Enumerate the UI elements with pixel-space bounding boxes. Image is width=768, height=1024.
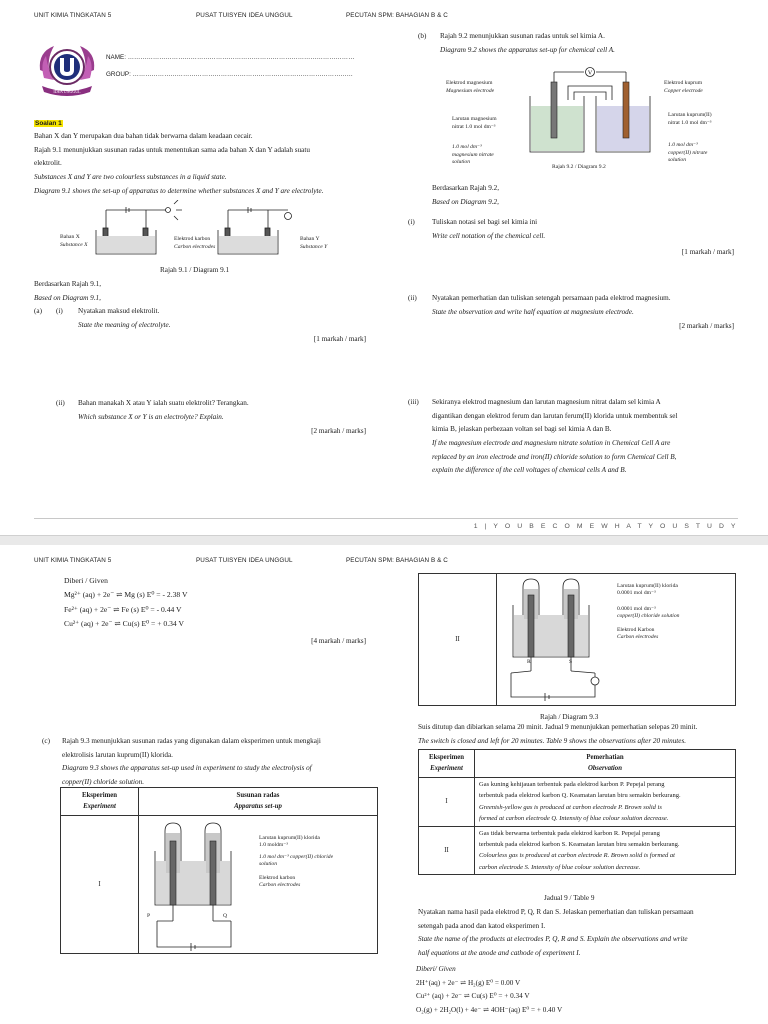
apparatus-row-label: I xyxy=(61,816,139,954)
apparatus-cell xyxy=(139,816,378,954)
carbon-electrode-label: Elektrod karbon Carbon electrodes xyxy=(174,236,216,250)
question-b-iii: Sekiranya elektrod magnesium dan larutan magnesium nitrat dalam sel kimia A digantikan dengan elektrod ferum dan larutan ferum(II) klorida untuk membentuk sel kimia B, jelaskan perbezaan voltan sel bagi sel kimia A dan B. If the magnesium electrode and magnesium nitrate solution in Chemical Cell A are replaced by an iron electrode and iron(II) chloride solution to form Chemical Cell B, explain the difference of the cell voltages of chemical cells A and B. xyxy=(432,398,678,475)
electrode-r-label: R xyxy=(527,658,531,665)
question-b: Rajah 9.2 menunjukkan susunan radas untuk sel kimia A. Diagram 9.2 shows the apparatus set-up for chemical cell A. xyxy=(440,32,615,54)
voltmeter-symbol: V xyxy=(587,70,593,77)
diagram-9-3-caption: Rajah / Diagram 9.3 xyxy=(540,713,599,721)
label-c: (c) xyxy=(42,737,50,745)
apparatus-table xyxy=(60,787,378,954)
given-half-equations: Diberi/ Given 2H⁺(aq) + 2e⁻ ⇌ H₂(g) E⁰ = 0.00 V Cu²⁺ (aq) + 2e⁻ ⇌ Cu(s) E⁰ = + 0.34 V O₂(g) + 2H₂O(l) + 4e⁻ ⇌ 4OH⁻(aq) E⁰ = + 0.40 V xyxy=(416,965,563,1015)
mg-electrode-label: Elektrod magnesium Magnesium electrode xyxy=(446,80,495,94)
apparatus-row-ii-cell xyxy=(497,574,736,706)
header-center: PUSAT TUISYEN IDEA UNGGUL xyxy=(196,12,293,19)
cu-solution-label: Larutan kuprum(II) nitrat 1.0 mol dm⁻³ xyxy=(668,112,712,126)
table-row xyxy=(419,778,736,827)
question-a-i: Nyatakan maksud elektrolit. State the meaning of electrolyte. xyxy=(78,307,171,329)
header-left: UNIT KIMIA TINGKATAN 5 xyxy=(34,557,112,564)
apparatus-labels: Larutan kuprum(II) klorida 1.0 moldm⁻³ 1.0 mol dm⁻³ copper(II) chloride solution Elektrod karbon Carbon electrodes xyxy=(259,834,334,889)
apparatus-table-header-setup: Susunan radas Apparatus set-up xyxy=(139,788,378,816)
diagram-9-2 xyxy=(420,60,740,178)
observation-row-label: II xyxy=(419,826,475,875)
name-field: NAME: ……………………………………………………………………………………………… xyxy=(106,54,355,61)
question-a: Berdasarkan Rajah 9.1, Based on Diagram 9.1, xyxy=(34,280,102,302)
table-row xyxy=(419,826,736,875)
header-right: PECUTAN SPM: BAHAGIAN B & C xyxy=(346,557,448,564)
diagram-9-1 xyxy=(56,200,376,266)
label-b-iii: (iii) xyxy=(408,398,419,406)
question-b-i: Tuliskan notasi sel bagi sel kimia ini Write cell notation of the chemical cell. xyxy=(432,218,546,240)
page-footer: 1 | Y O U B E C O M E W H A T Y O U S T U D Y xyxy=(473,523,738,530)
question-b-ii: Nyatakan pemerhatian dan tuliskan setengah persamaan pada elektrod magnesium. State the observation and write half equation at magnesium electrode. xyxy=(432,294,671,316)
observation-cell: Gas kuning kehijauan terbentuk pada elektrod karbon P. Pepejal perang terbentuk pada elektrod karbon Q. Keamatan larutan biru semakin berkurang. Greenish-yellow gas is produced at carbon electrode P. Brown solid is formed at carbon electrode Q. Intensity of blue colour solution decrease. xyxy=(475,778,736,827)
label-a: (a) xyxy=(34,307,42,315)
cu-solution-en-label: 1.0 mol dm⁻³ copper(II) nitrate solution xyxy=(668,142,708,164)
header-center: PUSAT TUISYEN IDEA UNGGUL xyxy=(196,557,293,564)
observation-cell: Gas tidak berwarna terbentuk pada elektrod karbon R. Pepejal perang terbentuk pada elektrod karbon S. Keamatan larutan biru semakin berkurang. Colourless gas is produced at carbon electrode R. Brown solid is formed at carbon electrode S. Intensity of blue colour solution decrease. xyxy=(475,826,736,875)
label-b: (b) xyxy=(418,32,427,40)
soalan-label: Soalan 1 xyxy=(35,120,62,127)
label-b-ii: (ii) xyxy=(408,294,417,302)
mark-equations: [4 markah / marks] xyxy=(311,637,366,645)
label-b-i: (i) xyxy=(408,218,415,226)
school-logo xyxy=(36,40,98,100)
electrode-q-label: Q xyxy=(223,912,228,919)
diagram-9-1-caption: Rajah 9.1 / Diagram 9.1 xyxy=(160,266,230,274)
mg-solution-en-label: 1.0 mol dm⁻³ magnesium nitrate solution xyxy=(452,144,494,166)
substance-x-label: Bahan X Substance X xyxy=(60,234,88,248)
footer-rule xyxy=(34,518,738,519)
page-separator xyxy=(0,535,768,545)
label-a-i: (i) xyxy=(56,307,63,315)
observation-table xyxy=(418,749,736,875)
observation-table-header-observation: Pemerhatian Observation xyxy=(475,750,736,778)
mark-a-ii: [2 markah / marks] xyxy=(311,427,366,435)
apparatus-row-ii-label: II xyxy=(419,574,497,706)
observation-table-header-experiment: Eksperimen Experiment xyxy=(419,750,475,778)
electrode-p-label: P xyxy=(147,912,151,919)
group-field: GROUP: …………………………………………………………………………………………… xyxy=(106,71,353,78)
cu-electrode-label: Elektrod kuprum Copper electrode xyxy=(664,80,703,94)
table-9-caption: Jadual 9 / Table 9 xyxy=(544,894,595,902)
mark-b-ii: [2 markah / marks] xyxy=(679,322,734,330)
final-question: Nyatakan nama hasil pada elektrod P, Q, R dan S. Jelaskan pemerhatian dan tuliskan persamaan setengah pada anod dan katod eksperimen I. State the name of the products at electrodes P, Q, R and S. Explain the observations and write half equations at the anode and cathode of experiment I. xyxy=(418,908,694,958)
mg-solution-label: Larutan magnesium nitrat 1.0 mol dm⁻³ xyxy=(452,116,497,130)
question-a-ii: Bahan manakah X atau Y ialah suatu elektrolit? Terangkan. Which substance X or Y is an electrolyte? Explain. xyxy=(78,399,249,421)
switch-text: Suis ditutup dan dibiarkan selama 20 minit. Jadual 9 menunjukkan pemerhatian selepas 20 minit. The switch is closed and left for 20 minutes. Table 9 shows the observations after 20 minutes. xyxy=(418,723,698,745)
given-equations: Diberi / Given Mg²⁺ (aq) + 2e⁻ ⇌ Mg (s) E⁰ = - 2.38 V Fe²⁺ (aq) + 2e⁻ ⇌ Fe (s) E⁰ = - 0.44 V Cu²⁺ (aq) + 2e⁻ ⇌ Cu(s) E⁰ = + 0.34 V xyxy=(64,576,188,629)
apparatus-table-continued xyxy=(418,573,736,706)
substance-y-label: Bahan Y Substance Y xyxy=(300,236,328,250)
question-c: Rajah 9.3 menunjukkan susunan radas yang digunakan dalam eksperimen untuk mengkaji elektrolisis larutan kuprum(II) klorida. Diagram 9.3 shows the apparatus set-up used in experiment to study the electrolysis of copper(II) chloride solution. xyxy=(62,737,321,787)
header-left: UNIT KIMIA TINGKATAN 5 xyxy=(34,12,112,19)
logo-text: IDEA UNGGUL xyxy=(53,89,81,94)
electrode-s-label: S xyxy=(569,658,573,665)
based-on-9-2: Berdasarkan Rajah 9.2, Based on Diagram 9.2, xyxy=(432,184,500,206)
worksheet-page-2 xyxy=(0,545,768,1024)
label-a-ii: (ii) xyxy=(56,399,65,407)
diagram-9-2-caption: Rajah 9.2 / Diagram 9.2 xyxy=(552,164,606,170)
header-right: PECUTAN SPM: BAHAGIAN B & C xyxy=(346,12,448,19)
apparatus-ii-labels: Larutan kuprum(II) klorida 0.0001 mol dm⁻³ 0.0001 mol dm⁻³ copper(II) chloride solution Elektrod Karbon Carbon electrodes xyxy=(617,582,680,641)
mark-a-i: [1 markah / mark] xyxy=(313,335,366,343)
mark-b-i: [1 markah / mark] xyxy=(681,248,734,256)
apparatus-table-header-experiment: Eksperimen Experiment xyxy=(61,788,139,816)
observation-row-label: I xyxy=(419,778,475,827)
intro-text: Bahan X dan Y merupakan dua bahan tidak berwarna dalam keadaan cecair. Rajah 9.1 menunjukkan susunan radas untuk menentukan sama ada bahan X dan Y adalah suatu elektrolit. Substances X and Y are two colourless substances in a liquid state. Diagram 9.1 shows the set-up of apparatus to determine whether substances X and Y are electrolyte. xyxy=(34,132,324,195)
